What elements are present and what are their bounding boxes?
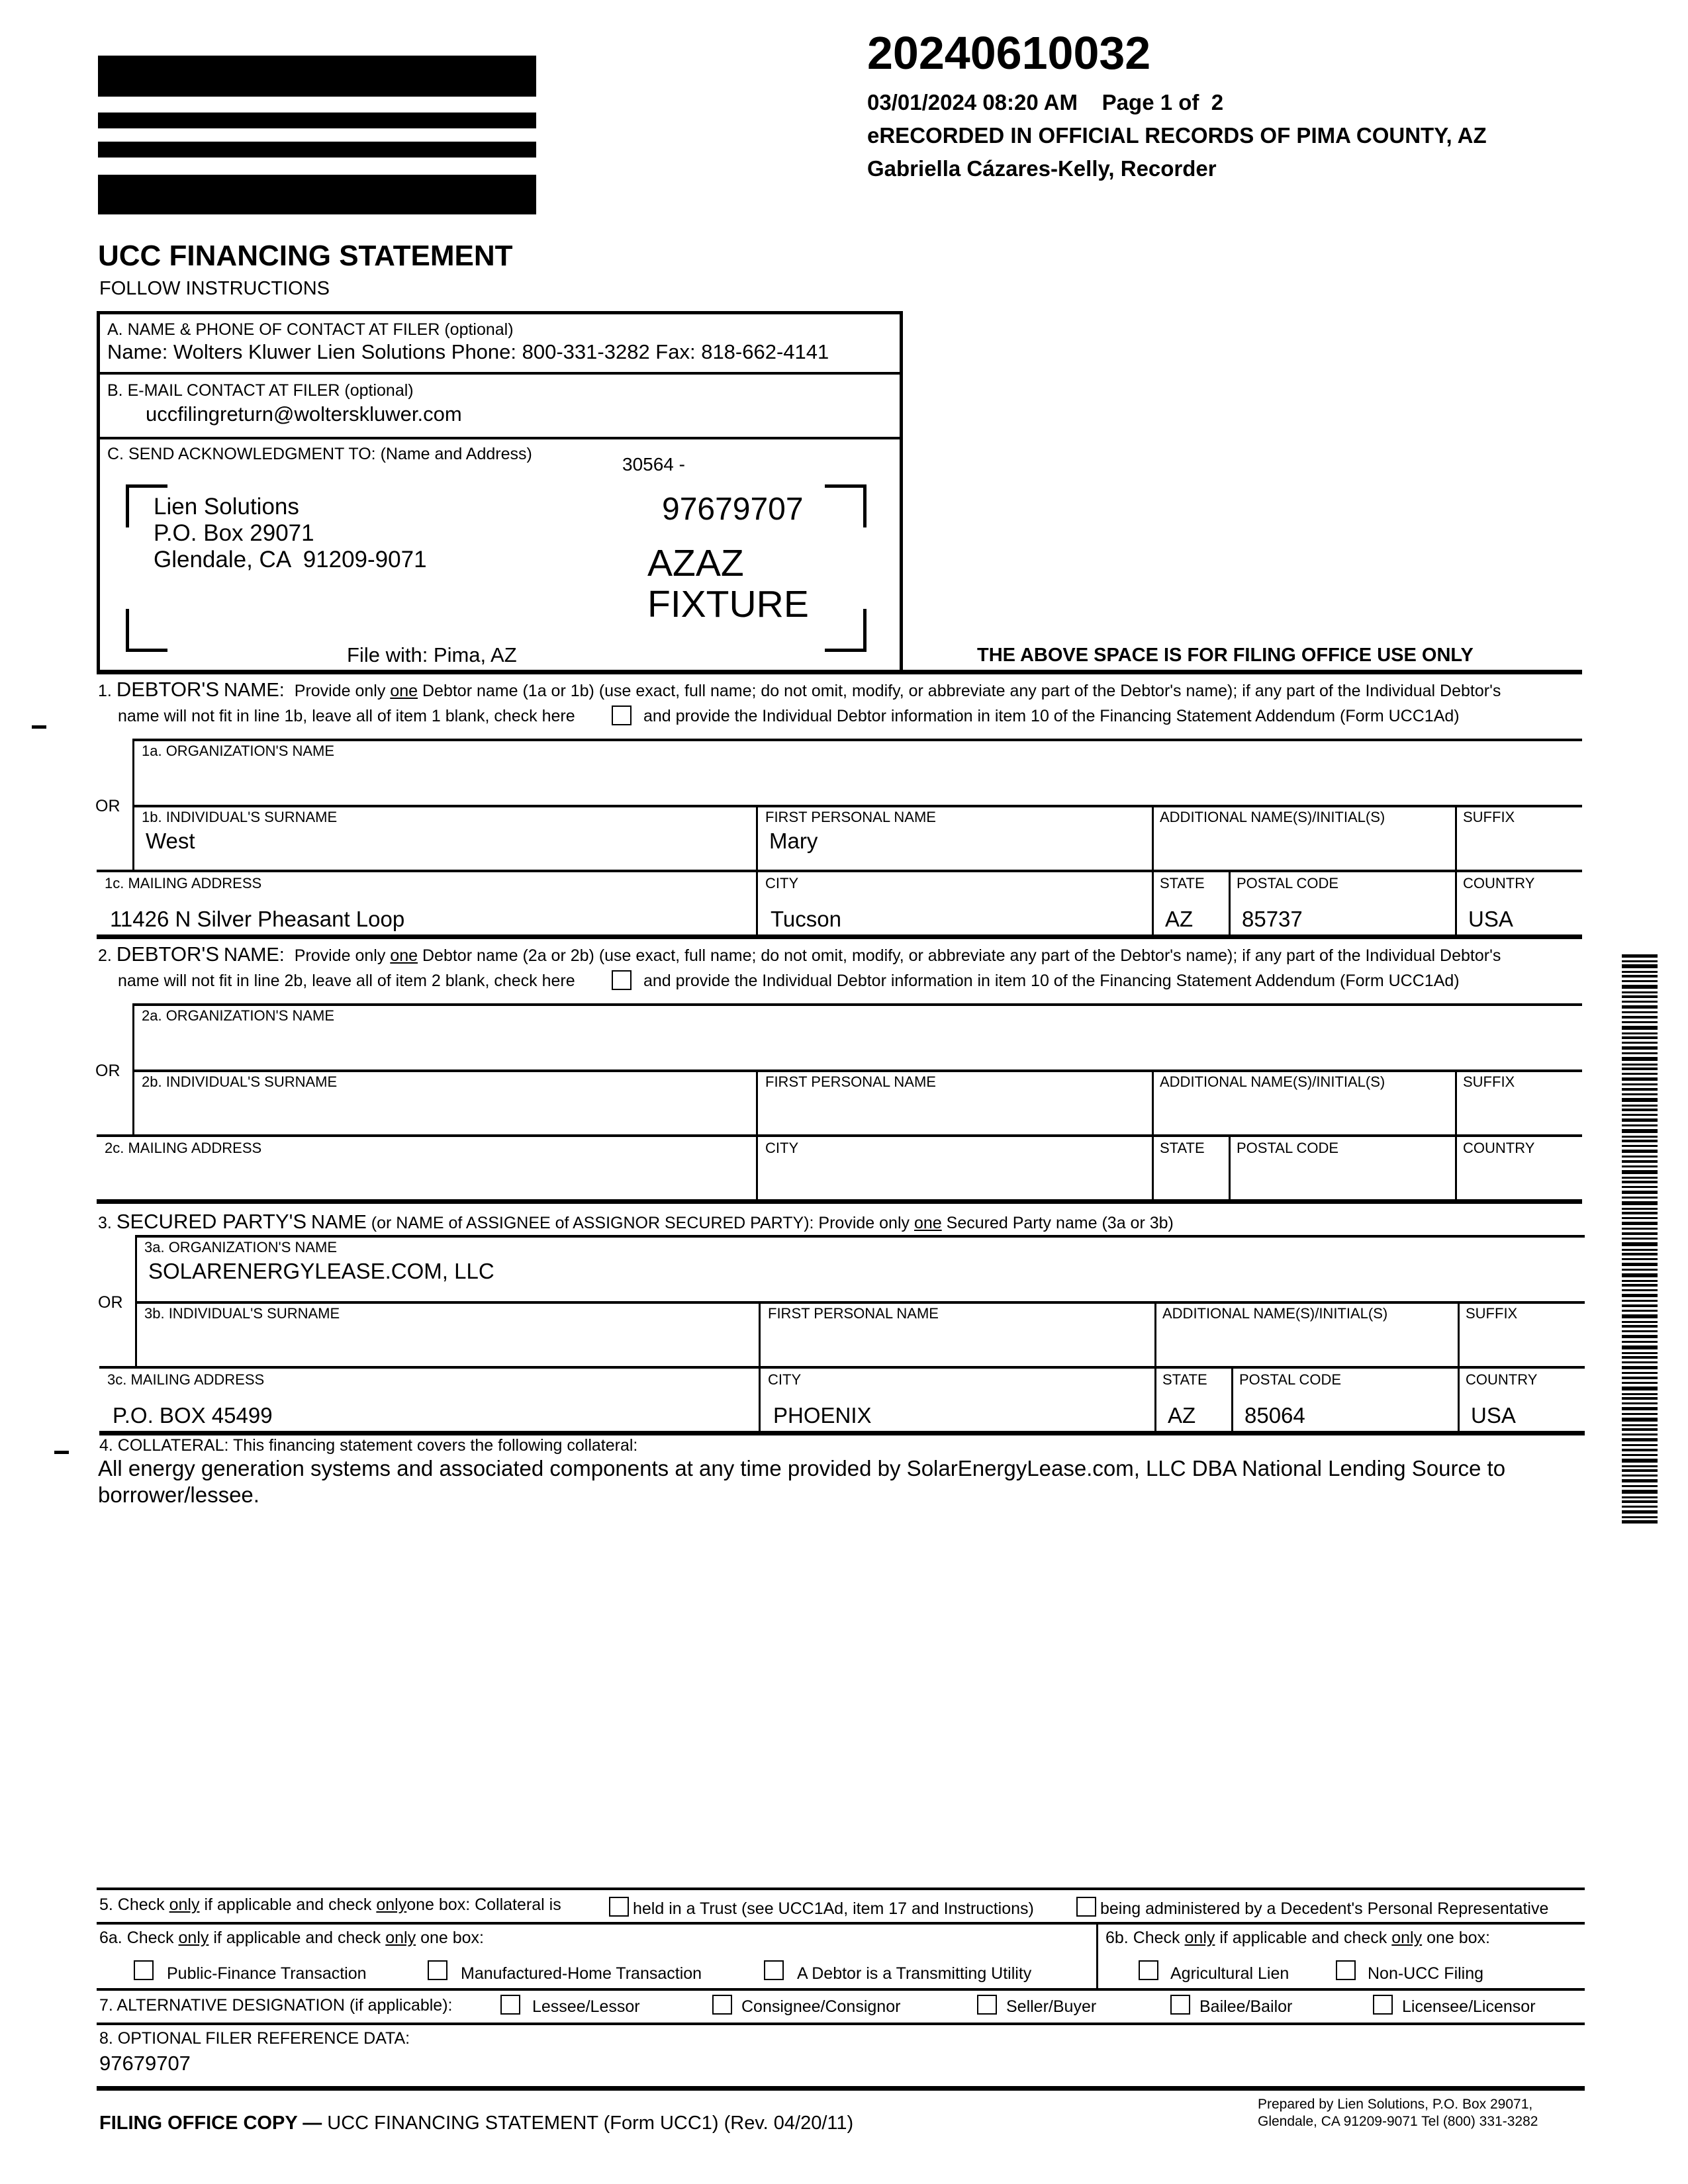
lessee-checkbox[interactable]	[500, 1995, 520, 2015]
first-name-label: FIRST PERSONAL NAME	[765, 809, 936, 825]
debtor1-state: AZ	[1165, 907, 1194, 931]
redaction-bar	[98, 56, 536, 97]
lessee-label: Lessee/Lessor	[532, 1997, 640, 2016]
row-rule	[97, 1988, 1585, 1991]
suffix-label: SUFFIX	[1466, 1305, 1518, 1322]
debtor1-individual-checkbox[interactable]	[612, 705, 632, 725]
ack-number: 97679707	[662, 492, 804, 527]
col-rule	[759, 1301, 761, 1367]
first-name-label: FIRST PERSONAL NAME	[768, 1305, 939, 1322]
filing-office-note: THE ABOVE SPACE IS FOR FILING OFFICE USE ONLY	[977, 645, 1474, 666]
item8-label: 8. OPTIONAL FILER REFERENCE DATA:	[99, 2029, 410, 2048]
bracket-corner	[825, 484, 867, 527]
secured-address: P.O. BOX 45499	[113, 1403, 273, 1428]
col-rule	[756, 1134, 758, 1201]
or-label: OR	[95, 797, 120, 815]
row-rule	[132, 805, 1582, 807]
row-rule	[132, 1003, 1582, 1006]
row-rule	[132, 739, 1582, 741]
state-label: STATE	[1162, 1371, 1207, 1388]
row-rule	[97, 1922, 1585, 1925]
consignee-label: Consignee/Consignor	[741, 1997, 901, 2016]
public-finance-label: Public-Finance Transaction	[167, 1964, 367, 1983]
section-rule	[97, 1199, 1582, 1204]
postal-label: POSTAL CODE	[1239, 1371, 1342, 1388]
col-rule	[1229, 1134, 1231, 1201]
postal-label: POSTAL CODE	[1237, 875, 1339, 891]
licensee-label: Licensee/Licensor	[1402, 1997, 1536, 2016]
secured-state: AZ	[1168, 1403, 1196, 1428]
redaction-bar	[98, 175, 536, 214]
form-title: UCC FINANCING STATEMENT	[98, 240, 513, 272]
debtor1-first-name: Mary	[769, 829, 818, 853]
row-rule	[132, 1069, 1582, 1072]
state-label: STATE	[1160, 875, 1205, 891]
additional-names-label: ADDITIONAL NAME(S)/INITIAL(S)	[1160, 1073, 1385, 1090]
secured-country: USA	[1471, 1403, 1516, 1428]
non-ucc-label: Non-UCC Filing	[1368, 1964, 1484, 1983]
debtor1-surname-label: 1b. INDIVIDUAL'S SURNAME	[142, 809, 338, 825]
col-rule	[1152, 1069, 1154, 1136]
recorder-line: Gabriella Cázares-Kelly, Recorder	[867, 156, 1217, 181]
transmitting-utility-checkbox[interactable]	[764, 1960, 784, 1980]
row-rule	[135, 1301, 1585, 1304]
debtor1-line2: name will not fit in line 1b, leave all of item 1 blank, check here	[118, 707, 575, 725]
col-rule	[1458, 1301, 1460, 1367]
col-rule	[1152, 870, 1154, 936]
bracket-corner	[126, 609, 167, 652]
row-rule	[135, 1235, 1585, 1238]
secured-org-value: SOLARENERGYLEASE.COM, LLC	[148, 1259, 494, 1283]
debtor2-surname-label: 2b. INDIVIDUAL'S SURNAME	[142, 1073, 338, 1090]
prepared-by-line2: Glendale, CA 91209-9071 Tel (800) 331-3282	[1258, 2114, 1538, 2129]
transmitting-utility-label: A Debtor is a Transmitting Utility	[797, 1964, 1032, 1983]
country-label: COUNTRY	[1466, 1371, 1538, 1388]
item6a-label: 6a. Check only if applicable and check only one box:	[99, 1929, 484, 1947]
debtor1-postal: 85737	[1242, 907, 1303, 931]
collateral-line2: borrower/lessee.	[98, 1482, 259, 1507]
row-rule	[97, 870, 1582, 872]
col-rule	[1152, 805, 1154, 871]
debtor1-org-label: 1a. ORGANIZATION'S NAME	[142, 743, 335, 759]
debtor1-city: Tucson	[771, 907, 841, 931]
collateral-label: 4. COLLATERAL: This financing statement covers the following collateral:	[99, 1436, 638, 1455]
city-label: CITY	[765, 1140, 799, 1156]
debtor2-heading: 2. DEBTOR'S NAME: Provide only one Debtor name (2a or 2b) (use exact, full name; do not omit, modify, or abbreviate any part of the Debtor's name); if any part of the Individual Debtor's	[98, 942, 1501, 966]
bailee-label: Bailee/Bailor	[1199, 1997, 1293, 2016]
file-with: File with: Pima, AZ	[347, 643, 517, 666]
city-label: CITY	[768, 1371, 802, 1388]
debtor1-address: 11426 N Silver Pheasant Loop	[110, 907, 405, 931]
state-label: STATE	[1160, 1140, 1205, 1156]
col-rule	[1154, 1301, 1156, 1367]
manufactured-home-label: Manufactured-Home Transaction	[461, 1964, 702, 1983]
col-rule	[1455, 1069, 1457, 1136]
debtor2-individual-checkbox[interactable]	[612, 970, 632, 990]
col-rule	[1455, 870, 1457, 936]
item7-label: 7. ALTERNATIVE DESIGNATION (if applicable):	[99, 1996, 453, 2015]
secured-city: PHOENIX	[773, 1403, 872, 1428]
erecorded-line: eRECORDED IN OFFICIAL RECORDS OF PIMA COUNTY, AZ	[867, 123, 1487, 148]
consignee-checkbox[interactable]	[712, 1995, 732, 2015]
collateral-line1: All energy generation systems and associated components at any time provided by SolarEnergyLease.com, LLC DBA National Lending Source to	[98, 1456, 1506, 1480]
col-rule	[1455, 1134, 1457, 1201]
licensee-checkbox[interactable]	[1373, 1995, 1393, 2015]
debtor1-heading: 1. DEBTOR'S NAME: Provide only one Debtor name (1a or 1b) (use exact, full name; do not omit, modify, or abbreviate any part of the Debtor's name); if any part of the Individual Debtor's	[98, 678, 1501, 701]
debtor1-address-label: 1c. MAILING ADDRESS	[105, 875, 262, 891]
filer-c-label: C. SEND ACKNOWLEDGMENT TO: (Name and Address)	[107, 445, 532, 463]
seller-checkbox[interactable]	[977, 1995, 997, 2015]
manufactured-home-checkbox[interactable]	[428, 1960, 447, 1980]
trust-checkbox[interactable]	[609, 1897, 629, 1917]
agricultural-lien-checkbox[interactable]	[1139, 1960, 1158, 1980]
margin-tick	[32, 725, 46, 729]
non-ucc-checkbox[interactable]	[1336, 1960, 1356, 1980]
col-rule	[1154, 1366, 1156, 1432]
footer-copy: FILING OFFICE COPY — UCC FINANCING STATEMENT (Form UCC1) (Rev. 04/20/11)	[99, 2113, 854, 2134]
ack-type1: AZAZ	[647, 542, 744, 584]
secured-org-label: 3a. ORGANIZATION'S NAME	[144, 1239, 338, 1255]
col-rule	[1096, 1922, 1098, 1988]
col-rule	[1231, 1366, 1233, 1432]
item6b-label: 6b. Check only if applicable and check only one box:	[1105, 1929, 1490, 1947]
redaction-bar	[98, 142, 536, 158]
col-rule	[756, 1069, 758, 1136]
divider	[97, 372, 903, 375]
bracket-corner	[825, 609, 867, 652]
debtor1-line2-tail: and provide the Individual Debtor information in item 10 of the Financing Statement Addendum (Form UCC1Ad)	[643, 707, 1460, 725]
col-rule	[1458, 1366, 1460, 1432]
country-label: COUNTRY	[1463, 875, 1535, 891]
document-number: 20240610032	[867, 27, 1151, 79]
ack-address2: Glendale, CA 91209-9071	[154, 547, 427, 572]
debtor2-line2-tail: and provide the Individual Debtor information in item 10 of the Financing Statement Addendum (Form UCC1Ad)	[643, 972, 1460, 990]
or-label: OR	[95, 1062, 120, 1080]
margin-tick	[54, 1451, 69, 1454]
agricultural-lien-label: Agricultural Lien	[1170, 1964, 1289, 1983]
filer-a-label: A. NAME & PHONE OF CONTACT AT FILER (optional)	[107, 320, 514, 339]
section-rule	[97, 1888, 1585, 1890]
country-label: COUNTRY	[1463, 1140, 1535, 1156]
ack-address1: P.O. Box 29071	[154, 520, 314, 546]
additional-names-label: ADDITIONAL NAME(S)/INITIAL(S)	[1160, 809, 1385, 825]
seller-label: Seller/Buyer	[1006, 1997, 1097, 2016]
section-rule	[97, 670, 1582, 674]
follow-instructions: FOLLOW INSTRUCTIONS	[99, 278, 330, 299]
decedent-label: being administered by a Decedent's Personal Representative	[1100, 1899, 1549, 1918]
suffix-label: SUFFIX	[1463, 1073, 1515, 1090]
decedent-checkbox[interactable]	[1076, 1897, 1096, 1917]
redaction-bar	[98, 113, 536, 128]
debtor2-org-label: 2a. ORGANIZATION'S NAME	[142, 1007, 335, 1024]
item8-value: 97679707	[99, 2052, 191, 2075]
filer-b-label: B. E-MAIL CONTACT AT FILER (optional)	[107, 381, 414, 400]
col-rule	[1152, 1134, 1154, 1201]
secured-heading: 3. SECURED PARTY'S NAME (or NAME of ASSIGNEE of ASSIGNOR SECURED PARTY): Provide only one Secured Party name (3a or 3b)	[98, 1210, 1174, 1233]
filer-c-code: 30564 -	[622, 454, 685, 475]
row-rule	[99, 1366, 1585, 1369]
item5-label: 5. Check only if applicable and check onlyone box: Collateral is	[99, 1895, 561, 1914]
section-rule	[99, 1431, 1585, 1435]
col-rule	[759, 1366, 761, 1432]
ack-type2: FIXTURE	[647, 583, 809, 625]
recorded-date-line: 03/01/2024 08:20 AM Page 1 of 2	[867, 90, 1224, 114]
first-name-label: FIRST PERSONAL NAME	[765, 1073, 936, 1090]
divider	[97, 437, 903, 439]
city-label: CITY	[765, 875, 799, 891]
debtor1-country: USA	[1468, 907, 1513, 931]
secured-postal: 85064	[1244, 1403, 1305, 1428]
filer-b-email: uccfilingreturn@wolterskluwer.com	[146, 402, 462, 426]
filer-a-value: Name: Wolters Kluwer Lien Solutions Phone: 800-331-3282 Fax: 818-662-4141	[107, 340, 829, 363]
col-rule	[756, 870, 758, 936]
debtor2-line2: name will not fit in line 2b, leave all of item 2 blank, check here	[118, 972, 575, 990]
suffix-label: SUFFIX	[1463, 809, 1515, 825]
section-rule	[97, 2086, 1585, 2091]
secured-address-label: 3c. MAILING ADDRESS	[107, 1371, 265, 1388]
trust-label: held in a Trust (see UCC1Ad, item 17 and Instructions)	[633, 1899, 1034, 1918]
debtor1-surname: West	[146, 829, 195, 853]
secured-surname-label: 3b. INDIVIDUAL'S SURNAME	[144, 1305, 340, 1322]
public-finance-checkbox[interactable]	[134, 1960, 154, 1980]
ack-name: Lien Solutions	[154, 494, 299, 520]
section-rule	[97, 934, 1582, 939]
row-rule	[97, 1134, 1582, 1137]
row-rule	[97, 2023, 1585, 2025]
postal-label: POSTAL CODE	[1237, 1140, 1339, 1156]
barcode-icon	[1622, 954, 1658, 1524]
prepared-by-line1: Prepared by Lien Solutions, P.O. Box 29071,	[1258, 2097, 1533, 2112]
col-rule	[1229, 870, 1231, 936]
debtor2-address-label: 2c. MAILING ADDRESS	[105, 1140, 262, 1156]
bailee-checkbox[interactable]	[1170, 1995, 1190, 2015]
or-label: OR	[98, 1293, 123, 1312]
additional-names-label: ADDITIONAL NAME(S)/INITIAL(S)	[1162, 1305, 1388, 1322]
col-rule	[756, 805, 758, 871]
col-rule	[1455, 805, 1457, 871]
